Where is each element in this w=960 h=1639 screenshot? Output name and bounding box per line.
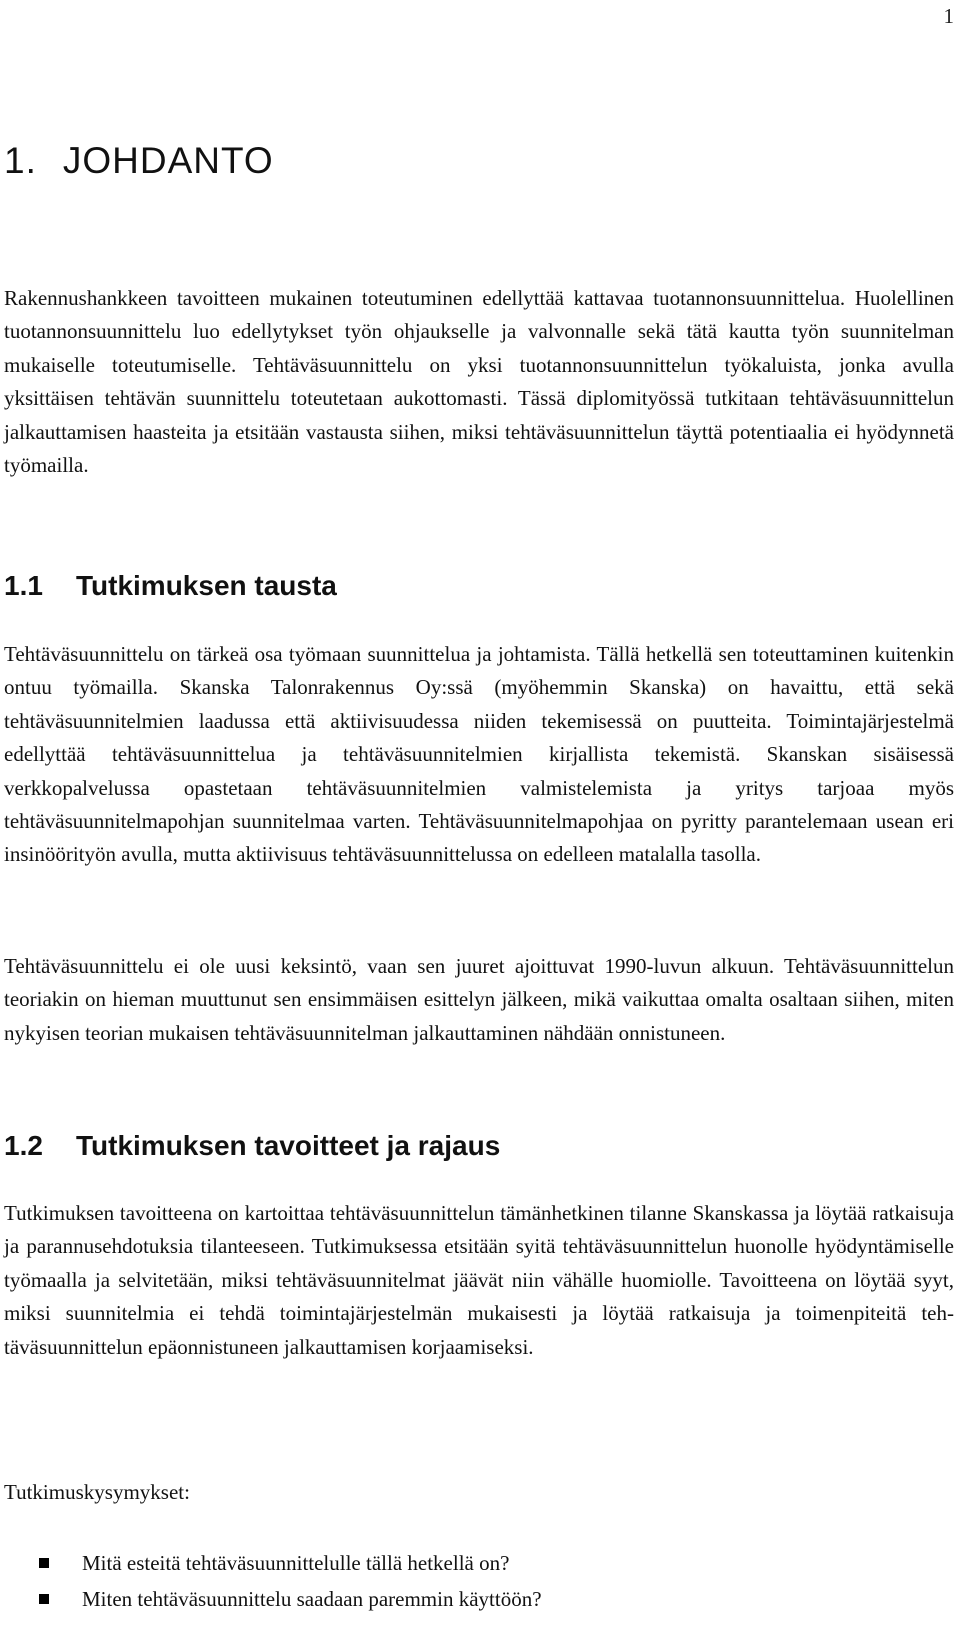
page-number: 1 [943, 4, 954, 28]
chapter-title: JOHDANTO [62, 140, 274, 181]
research-questions-list [4, 1545, 542, 1617]
section-number: 1.2 [4, 1130, 43, 1161]
list-item [4, 1545, 542, 1581]
chapter-number: 1. [4, 140, 37, 181]
background-paragraph-2: Tehtäväsuunnittelu ei ole uusi keksintö, vaan sen juuret ajoittuvat 1990-luvun alkuun. Tehtäväsuunnittelun teoriakin on hieman muuttunut sen ensimmäisen esittelyn jälkeen, mikä vaikuttaa omalta osaltaan siihen, miten nykyisen teorian mukaisen tehtäväsuunnitelman jalkauttaminen nähdään onnistuneen. [4, 954, 954, 1045]
section-heading-1-2 [4, 1130, 500, 1162]
list-item [4, 1581, 542, 1617]
objectives-paragraph: Tutkimuksen tavoitteena on kartoittaa tehtäväsuunnittelun tämänhetkinen tilanne Skanskassa ja löytää ratkaisuja ja parannusehdotuksia tilanteeseen. Tutkimuksessa etsitään syitä tehtäväsuunnittelun huonolle hyödyntämiselle työmaalla ja selvitetään, miksi tehtäväsuunnitelmat jäävät niin vähälle huomiolle. Tavoitteena on löytää syyt, miksi suunnitelmia ei tehdä toimintajärjestelmän mukaisesti ja löytää ratkaisuja ja toimenpiteitä tehtäväsuunnittelun epäonnistuneen jalkauttamisen korjaamiseksi. [4, 1201, 954, 1359]
section-number: 1.1 [4, 570, 43, 601]
background-paragraph-1: Tehtäväsuunnittelu on tärkeä osa työmaan suunnittelua ja johtamista. Tällä hetkellä sen toteuttaminen kuitenkin ontuu työmailla. Skanska Talonrakennus Oy:ssä (myöhemmin Skanska) on havaittu, että sekä tehtäväsuunnitelmien laadussa että aktiivisuudessa niiden tekemisessä on puutteita. Toimintajärjestelmä edellyttää tehtäväsuunnittelua ja tehtäväsuunnitelmien kirjallista tekemistä. Skanskan sisäisessä verkkopalvelussa opastetaan tehtäväsuunnitelmien valmistelemista ja yritys tarjoaa myös tehtäväsuunnitelmapohjan suunnitelmaa varten. Tehtäväsuunnitelmapohjaa on pyritty parantelemaan usean eri insinöörityön avulla, mutta aktiivisuus tehtäväsuunnittelussa on edelleen matalalla tasolla. [4, 642, 954, 867]
square-bullet-icon [39, 1594, 49, 1604]
section-title: Tutkimuksen tavoitteet ja rajaus [76, 1130, 501, 1161]
research-question: Mitä esteitä tehtäväsuunnittelulle tällä hetkellä on? [82, 1551, 510, 1575]
research-question: Miten tehtäväsuunnittelu saadaan paremmin käyttöön? [82, 1587, 542, 1611]
chapter-heading [4, 140, 274, 182]
section-title: Tutkimuksen tausta [76, 570, 337, 601]
research-questions-heading: Tutkimuskysymykset: [4, 1480, 190, 1504]
square-bullet-icon [39, 1558, 49, 1568]
section-heading-1-1 [4, 570, 337, 602]
intro-paragraph: Rakennushankkeen tavoitteen mukainen toteutuminen edellyttää kattavaa tuotannonsuunnittelua. Huolellinen tuotannonsuunnittelu luo edellytykset työn ohjaukselle ja valvonnalle sekä tätä kautta työn suunnitelman mukaiselle toteutumiselle. Tehtäväsuunnittelu on yksi tuotannonsuunnittelun työkaluista, jonka avulla yksittäisen tehtävän suunnittelu toteutetaan aukottomasti. Tässä diplomityössä tutkitaan tehtäväsuunnittelun jalkauttamisen haasteita ja etsitään vastausta siihen, miksi tehtäväsuunnittelun täyttä potentiaalia ei hyödynnetä työmailla. [4, 286, 954, 478]
